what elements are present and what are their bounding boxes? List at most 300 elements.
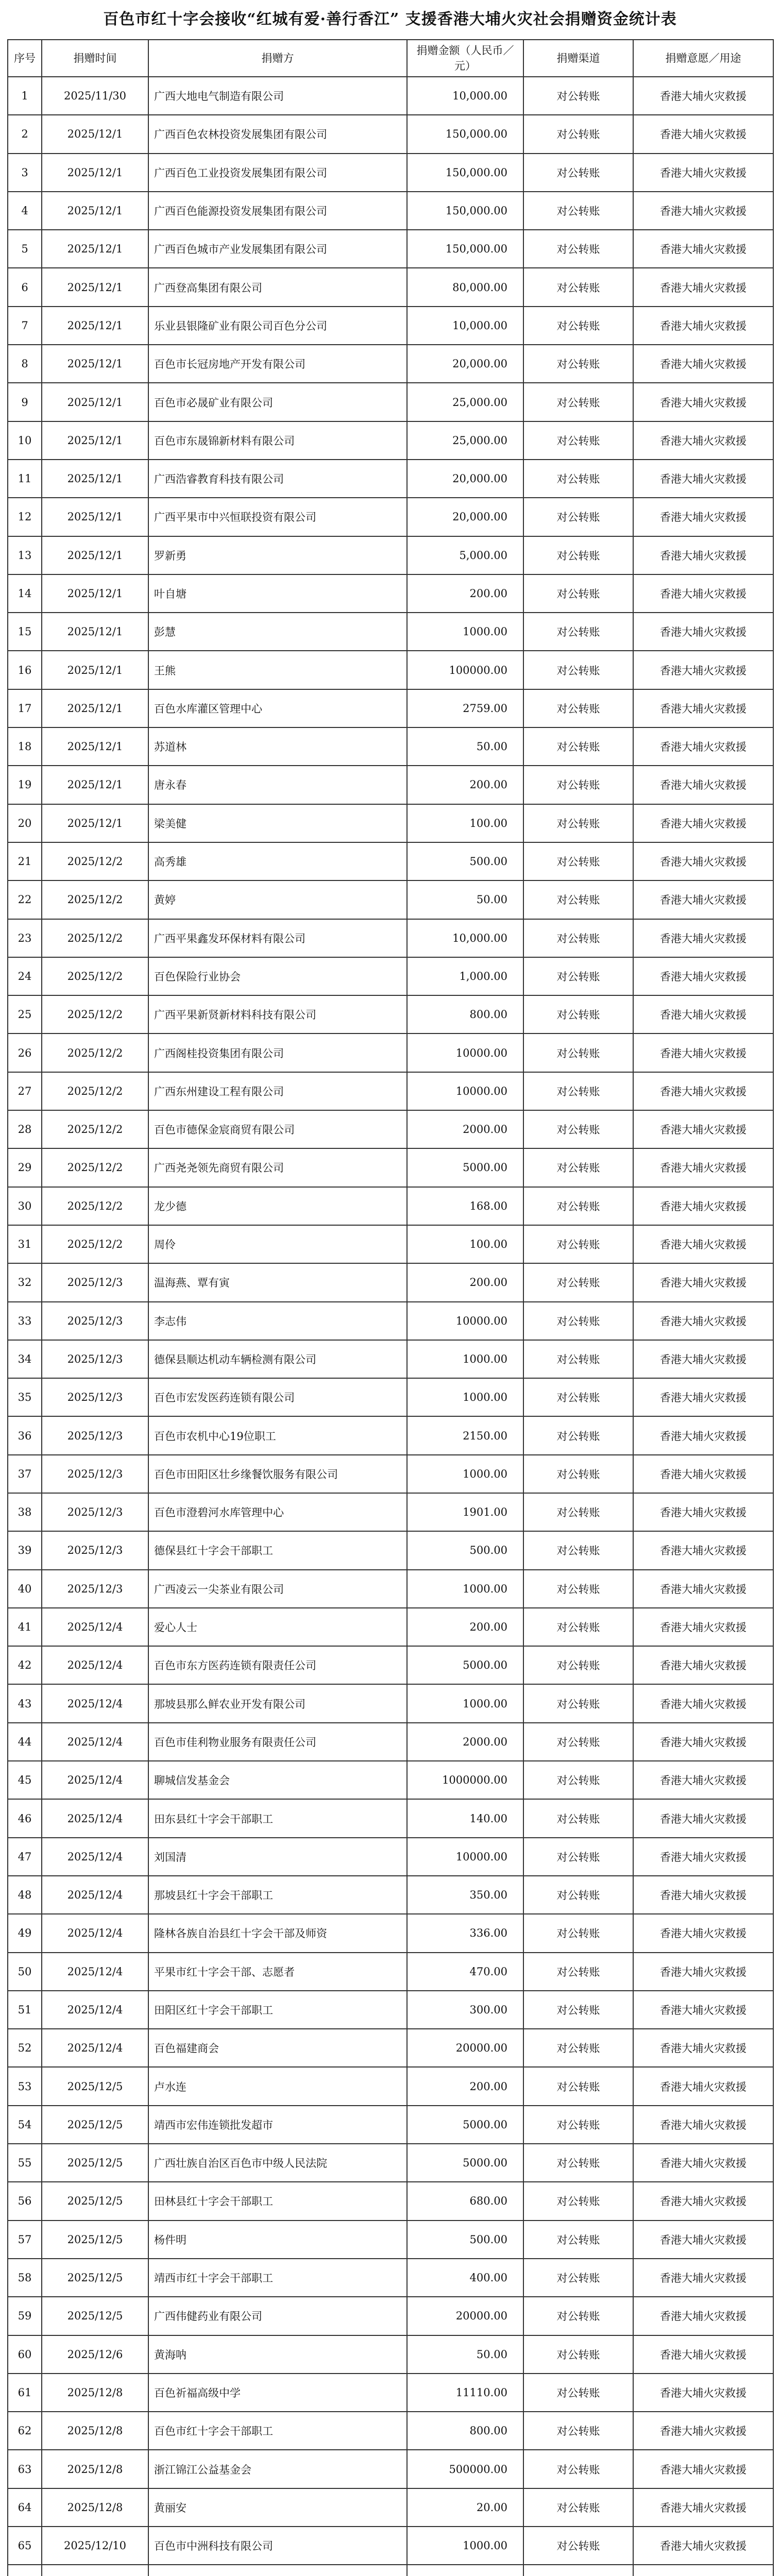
donation-channel: 对公转账 — [523, 77, 633, 115]
donor-name: 杨件明 — [148, 2221, 407, 2259]
table-row — [8, 383, 773, 421]
donation-channel: 对公转账 — [523, 1072, 633, 1110]
donation-date: 2025/12/4 — [42, 1761, 148, 1799]
donation-purpose: 香港大埔火灾救援 — [633, 2335, 773, 2374]
table-row — [8, 345, 773, 383]
donor-name: 广西百色能源投资发展集团有限公司 — [148, 192, 407, 230]
donation-amount: 300.00 — [407, 1991, 523, 2029]
donation-channel: 对公转账 — [523, 880, 633, 919]
donation-amount: 5000.00 — [407, 1148, 523, 1187]
donor-name: 广西壮族自治区百色市中级人民法院 — [148, 2144, 407, 2182]
donation-amount: 1000.00 — [407, 1570, 523, 1608]
donor-name: 平果市红十字会干部、志愿者 — [148, 1953, 407, 1991]
table-row — [8, 2335, 773, 2374]
donation-purpose: 香港大埔火灾救援 — [633, 1072, 773, 1110]
donation-date: 2025/12/2 — [42, 1072, 148, 1110]
donation-amount: 500.00 — [407, 2221, 523, 2259]
donation-channel: 对公转账 — [523, 1033, 633, 1072]
donation-channel: 对公转账 — [523, 919, 633, 957]
donation-channel: 对公转账 — [523, 2297, 633, 2335]
donation-purpose: 香港大埔火灾救援 — [633, 2106, 773, 2144]
donation-purpose: 香港大埔火灾救援 — [633, 1991, 773, 2029]
donor-name: 百色市红十字会干部职工 — [148, 2412, 407, 2450]
donation-date: 2025/12/4 — [42, 1723, 148, 1761]
donation-amount: 150,000.00 — [407, 230, 523, 268]
table-row — [8, 1263, 773, 1301]
donation-purpose: 香港大埔火灾救援 — [633, 1761, 773, 1799]
donation-purpose: 香港大埔火灾救援 — [633, 1416, 773, 1454]
donor-name: 百色市东方医药连锁有限责任公司 — [148, 1646, 407, 1684]
donation-amount: 10,000.00 — [407, 919, 523, 957]
donation-amount: 500.00 — [407, 1531, 523, 1569]
donation-channel: 对公转账 — [523, 1148, 633, 1187]
donation-channel: 对公转账 — [523, 154, 633, 192]
donation-date: 2025/12/5 — [42, 2144, 148, 2182]
donation-amount: 5,000.00 — [407, 536, 523, 574]
row-number: 1 — [8, 77, 42, 115]
donation-date: 2025/12/2 — [42, 957, 148, 995]
donation-channel: 对公转账 — [523, 804, 633, 842]
donation-purpose: 香港大埔火灾救援 — [633, 230, 773, 268]
table-row — [8, 574, 773, 613]
donor-name: 田阳区红十字会干部职工 — [148, 1991, 407, 2029]
table-row — [8, 1991, 773, 2029]
table-row — [8, 2374, 773, 2412]
donor-name: 卢水连 — [148, 2067, 407, 2105]
donor-name: 百色市东晟锦新材料有限公司 — [148, 421, 407, 460]
donor-name: 田东县红十字会干部职工 — [148, 1799, 407, 1837]
donation-amount: 10000.00 — [407, 1838, 523, 1876]
donation-date: 2025/12/2 — [42, 1187, 148, 1225]
table-row — [8, 1723, 773, 1761]
donation-amount: 2000.00 — [407, 1110, 523, 1148]
row-number: 60 — [8, 2335, 42, 2374]
column-header-donor: 捐赠方 — [148, 40, 407, 77]
donation-amount: 1901.00 — [407, 1493, 523, 1531]
row-number: 61 — [8, 2374, 42, 2412]
table-row — [8, 2412, 773, 2450]
donation-date: 2025/12/4 — [42, 1646, 148, 1684]
donation-date: 2025/12/8 — [42, 2412, 148, 2450]
donation-purpose: 香港大埔火灾救援 — [633, 804, 773, 842]
donor-name: 百色市必晟矿业有限公司 — [148, 383, 407, 421]
donation-channel: 对公转账 — [523, 2029, 633, 2067]
donation-date: 2025/12/4 — [42, 1608, 148, 1646]
donation-date: 2025/12/3 — [42, 1455, 148, 1493]
donor-name: 广西浩睿教育科技有限公司 — [148, 460, 407, 498]
table-row — [8, 689, 773, 727]
row-number: 39 — [8, 1531, 42, 1569]
row-number: 33 — [8, 1302, 42, 1340]
donation-channel: 对公转账 — [523, 1340, 633, 1378]
donation-purpose: 香港大埔火灾救援 — [633, 574, 773, 613]
donation-purpose: 香港大埔火灾救援 — [633, 2221, 773, 2259]
donation-channel: 对公转账 — [523, 1723, 633, 1761]
row-number: 58 — [8, 2259, 42, 2297]
table-row — [8, 1838, 773, 1876]
donation-amount: 200.00 — [407, 1608, 523, 1646]
table-row — [8, 2259, 773, 2297]
donation-purpose: 香港大埔火灾救援 — [633, 2374, 773, 2412]
row-number: 30 — [8, 1187, 42, 1225]
donation-date: 2025/12/1 — [42, 766, 148, 804]
donation-channel: 对公转账 — [523, 1455, 633, 1493]
donation-date: 2025/12/1 — [42, 230, 148, 268]
donation-amount: 150,000.00 — [407, 154, 523, 192]
donor-name: 广西尧尧领先商贸有限公司 — [148, 1148, 407, 1187]
table-row — [8, 1914, 773, 1952]
donation-date: 2025/12/1 — [42, 383, 148, 421]
donation-amount: 200.00 — [407, 1263, 523, 1301]
row-number: 43 — [8, 1684, 42, 1722]
donation-channel: 对公转账 — [523, 1531, 633, 1569]
donor-name: 田林县红十字会干部职工 — [148, 2182, 407, 2220]
donation-date — [42, 2565, 148, 2576]
donation-purpose: 香港大埔火灾救援 — [633, 1646, 773, 1684]
donor-name: 周伶 — [148, 1225, 407, 1263]
row-number: 56 — [8, 2182, 42, 2220]
donation-date: 2025/12/3 — [42, 1302, 148, 1340]
donation-amount: 10000.00 — [407, 1033, 523, 1072]
row-number: 10 — [8, 421, 42, 460]
donation-channel: 对公转账 — [523, 574, 633, 613]
row-number: 52 — [8, 2029, 42, 2067]
donor-name: 广西伟健药业有限公司 — [148, 2297, 407, 2335]
donation-amount: 150,000.00 — [407, 192, 523, 230]
donor-name: 龙少德 — [148, 1187, 407, 1225]
donation-purpose: 香港大埔火灾救援 — [633, 2450, 773, 2488]
donation-amount: 1,000.00 — [407, 957, 523, 995]
table-row — [8, 421, 773, 460]
donation-purpose: 香港大埔火灾救援 — [633, 957, 773, 995]
donation-channel: 对公转账 — [523, 1110, 633, 1148]
table-row — [8, 1340, 773, 1378]
donation-amount: 1000.00 — [407, 1455, 523, 1493]
donation-purpose: 香港大埔火灾救援 — [633, 536, 773, 574]
donation-date: 2025/12/8 — [42, 2450, 148, 2488]
row-number: 17 — [8, 689, 42, 727]
row-number: 34 — [8, 1340, 42, 1378]
row-number: 24 — [8, 957, 42, 995]
table-row — [8, 2450, 773, 2488]
donation-date: 2025/12/3 — [42, 1378, 148, 1416]
donation-amount: 470.00 — [407, 1953, 523, 1991]
donation-channel: 对公转账 — [523, 2221, 633, 2259]
donation-purpose: 香港大埔火灾救援 — [633, 2297, 773, 2335]
donor-name: 李志伟 — [148, 1302, 407, 1340]
donation-purpose: 香港大埔火灾救援 — [633, 1531, 773, 1569]
donor-name: 广西百色城市产业发展集团有限公司 — [148, 230, 407, 268]
row-number: 14 — [8, 574, 42, 613]
column-header-no: 序号 — [8, 40, 42, 77]
donation-purpose: 香港大埔火灾救援 — [633, 1876, 773, 1914]
donor-name: 百色保险行业协会 — [148, 957, 407, 995]
donation-purpose: 香港大埔火灾救援 — [633, 2527, 773, 2565]
row-number: 59 — [8, 2297, 42, 2335]
donation-channel: 对公转账 — [523, 1646, 633, 1684]
donation-purpose: 香港大埔火灾救援 — [633, 2412, 773, 2450]
donation-purpose: 香港大埔火灾救援 — [633, 613, 773, 651]
donation-date: 2025/12/8 — [42, 2488, 148, 2527]
donation-purpose: 香港大埔火灾救援 — [633, 1263, 773, 1301]
donation-date: 2025/12/5 — [42, 2259, 148, 2297]
donation-date: 2025/12/1 — [42, 115, 148, 153]
donation-purpose: 香港大埔火灾救援 — [633, 1723, 773, 1761]
donation-amount: 50.00 — [407, 727, 523, 766]
donation-purpose: 香港大埔火灾救援 — [633, 842, 773, 880]
row-number: 46 — [8, 1799, 42, 1837]
table-row — [8, 1570, 773, 1608]
donor-name: 百色市澄碧河水库管理中心 — [148, 1493, 407, 1531]
donation-channel: 对公转账 — [523, 498, 633, 536]
donation-amount: 20000.00 — [407, 2297, 523, 2335]
donation-date: 2025/12/2 — [42, 1033, 148, 1072]
donation-purpose: 香港大埔火灾救援 — [633, 154, 773, 192]
table-row — [8, 1225, 773, 1263]
donation-purpose: 香港大埔火灾救援 — [633, 383, 773, 421]
donor-name: 黄海呐 — [148, 2335, 407, 2374]
donor-name: 广西平果鑫发环保材料有限公司 — [148, 919, 407, 957]
donation-amount: 5000.00 — [407, 2144, 523, 2182]
donation-channel: 对公转账 — [523, 115, 633, 153]
donation-date: 2025/12/4 — [42, 1684, 148, 1722]
donation-date: 2025/12/3 — [42, 1493, 148, 1531]
row-number: 19 — [8, 766, 42, 804]
row-number: 57 — [8, 2221, 42, 2259]
donation-channel: 对公转账 — [523, 1416, 633, 1454]
donation-date: 2025/12/5 — [42, 2221, 148, 2259]
donor-name: 百色水库灌区管理中心 — [148, 689, 407, 727]
donation-amount: 20,000.00 — [407, 460, 523, 498]
donation-amount: 168.00 — [407, 1187, 523, 1225]
donor-name: 那坡县红十字会干部职工 — [148, 1876, 407, 1914]
donation-amount: 200.00 — [407, 2067, 523, 2105]
row-number: 35 — [8, 1378, 42, 1416]
donation-channel: 对公转账 — [523, 1302, 633, 1340]
donation-amount: 10,000.00 — [407, 307, 523, 345]
donation-date: 2025/12/2 — [42, 1225, 148, 1263]
donation-date: 2025/12/4 — [42, 1914, 148, 1952]
donation-channel: 对公转账 — [523, 651, 633, 689]
table-row — [8, 766, 773, 804]
donation-purpose: 香港大埔火灾救援 — [633, 1378, 773, 1416]
donor-name: 百色市佳利物业服务有限责任公司 — [148, 1723, 407, 1761]
donation-amount: 80,000.00 — [407, 268, 523, 306]
donation-date: 2025/12/3 — [42, 1263, 148, 1301]
donor-name: 彭慧 — [148, 613, 407, 651]
donation-date: 2025/12/5 — [42, 2297, 148, 2335]
row-number: 18 — [8, 727, 42, 766]
row-number: 38 — [8, 1493, 42, 1531]
row-number: 53 — [8, 2067, 42, 2105]
donation-amount: 500000.00 — [407, 2450, 523, 2488]
donation-purpose: 香港大埔火灾救援 — [633, 1953, 773, 1991]
donation-date: 2025/12/2 — [42, 919, 148, 957]
table-row — [8, 1033, 773, 1072]
donation-purpose: 香港大埔火灾救援 — [633, 1302, 773, 1340]
donation-amount: 20.00 — [407, 2488, 523, 2527]
row-number: 12 — [8, 498, 42, 536]
donation-purpose: 香港大埔火灾救援 — [633, 651, 773, 689]
donation-date: 2025/12/5 — [42, 2182, 148, 2220]
donation-date: 2025/12/1 — [42, 651, 148, 689]
donation-amount: 5000.00 — [407, 1646, 523, 1684]
donation-channel: 对公转账 — [523, 1953, 633, 1991]
row-number: 27 — [8, 1072, 42, 1110]
donation-purpose: 香港大埔火灾救援 — [633, 498, 773, 536]
donation-date: 2025/11/30 — [42, 77, 148, 115]
donation-purpose: 香港大埔火灾救援 — [633, 2029, 773, 2067]
donor-name: 苏道林 — [148, 727, 407, 766]
donation-channel: 对公转账 — [523, 613, 633, 651]
row-number: 65 — [8, 2527, 42, 2565]
donation-purpose: 香港大埔火灾救援 — [633, 766, 773, 804]
donation-purpose: 香港大埔火灾救援 — [633, 1570, 773, 1608]
donation-purpose: 香港大埔火灾救援 — [633, 1033, 773, 1072]
row-number: 63 — [8, 2450, 42, 2488]
donation-channel: 对公转账 — [523, 536, 633, 574]
table-row — [8, 842, 773, 880]
row-number: 7 — [8, 307, 42, 345]
donation-amount: 20,000.00 — [407, 498, 523, 536]
table-row — [8, 2144, 773, 2182]
table-row — [8, 268, 773, 306]
donation-channel: 对公转账 — [523, 2335, 633, 2374]
donor-name: 广西阁桂投资集团有限公司 — [148, 1033, 407, 1072]
donation-amount: 1000000.00 — [407, 1761, 523, 1799]
donation-amount: 1000.00 — [407, 613, 523, 651]
donation-amount — [407, 2565, 523, 2576]
donation-purpose — [633, 2565, 773, 2576]
donation-channel: 对公转账 — [523, 727, 633, 766]
table-row — [8, 613, 773, 651]
column-header-amount: 捐赠金额（人民币／元） — [407, 40, 523, 77]
row-number: 28 — [8, 1110, 42, 1148]
donation-purpose: 香港大埔火灾救援 — [633, 689, 773, 727]
donor-name: 广西大地电气制造有限公司 — [148, 77, 407, 115]
donation-channel: 对公转账 — [523, 345, 633, 383]
table-row — [8, 460, 773, 498]
donation-amount: 25,000.00 — [407, 421, 523, 460]
donor-name: 爱心人士 — [148, 1608, 407, 1646]
donation-channel: 对公转账 — [523, 1799, 633, 1837]
donation-amount: 500.00 — [407, 842, 523, 880]
donation-channel: 对公转账 — [523, 766, 633, 804]
donation-date: 2025/12/1 — [42, 689, 148, 727]
donation-date: 2025/12/2 — [42, 995, 148, 1033]
row-number: 48 — [8, 1876, 42, 1914]
donor-name: 百色市中洲科技有限公司 — [148, 2527, 407, 2565]
donor-name: 广西登高集团有限公司 — [148, 268, 407, 306]
row-number: 47 — [8, 1838, 42, 1876]
donation-purpose: 香港大埔火灾救援 — [633, 2259, 773, 2297]
row-number: 26 — [8, 1033, 42, 1072]
donation-channel: 对公转账 — [523, 2527, 633, 2565]
row-number: 9 — [8, 383, 42, 421]
donation-purpose: 香港大埔火灾救援 — [633, 2067, 773, 2105]
donation-amount: 100000.00 — [407, 651, 523, 689]
row-number: 13 — [8, 536, 42, 574]
donor-name: 广西百色工业投资发展集团有限公司 — [148, 154, 407, 192]
donation-purpose: 香港大埔火灾救援 — [633, 1340, 773, 1378]
donation-channel: 对公转账 — [523, 2106, 633, 2144]
donation-amount: 10,000.00 — [407, 77, 523, 115]
donation-amount: 1000.00 — [407, 1684, 523, 1722]
donation-amount: 800.00 — [407, 2412, 523, 2450]
table-row — [8, 230, 773, 268]
row-number: 5 — [8, 230, 42, 268]
donation-purpose: 香港大埔火灾救援 — [633, 268, 773, 306]
donation-amount: 10000.00 — [407, 1072, 523, 1110]
donation-date: 2025/12/5 — [42, 2067, 148, 2105]
table-row — [8, 1378, 773, 1416]
donor-name: 百色祈福高级中学 — [148, 2374, 407, 2412]
table-row — [8, 2182, 773, 2220]
row-number: 49 — [8, 1914, 42, 1952]
table-row — [8, 1416, 773, 1454]
donation-purpose: 香港大埔火灾救援 — [633, 1148, 773, 1187]
donation-amount: 50.00 — [407, 880, 523, 919]
row-number: 64 — [8, 2488, 42, 2527]
donation-channel: 对公转账 — [523, 2144, 633, 2182]
donor-name: 隆林各族自治县红十字会干部及师资 — [148, 1914, 407, 1952]
donation-date: 2025/12/5 — [42, 2106, 148, 2144]
table-row — [8, 1493, 773, 1531]
row-number: 25 — [8, 995, 42, 1033]
donation-date: 2025/12/3 — [42, 1531, 148, 1569]
donation-channel: 对公转账 — [523, 995, 633, 1033]
donation-date: 2025/12/1 — [42, 574, 148, 613]
table-row — [8, 2067, 773, 2105]
donor-name: 乐业县银隆矿业有限公司百色分公司 — [148, 307, 407, 345]
donation-channel: 对公转账 — [523, 2450, 633, 2488]
donation-amount: 100.00 — [407, 1225, 523, 1263]
row-number: 22 — [8, 880, 42, 919]
donor-name: 聊城信发基金会 — [148, 1761, 407, 1799]
table-row — [8, 1684, 773, 1722]
donation-channel: 对公转账 — [523, 2259, 633, 2297]
donation-purpose: 香港大埔火灾救援 — [633, 460, 773, 498]
table-row — [8, 880, 773, 919]
donor-name: 靖西市红十字会干部职工 — [148, 2259, 407, 2297]
table-row — [8, 154, 773, 192]
donation-table — [7, 39, 774, 2576]
table-row — [8, 957, 773, 995]
table-row — [8, 2488, 773, 2527]
table-row — [8, 1761, 773, 1799]
table-row — [8, 1110, 773, 1148]
donation-purpose: 香港大埔火灾救援 — [633, 995, 773, 1033]
donation-amount: 1000.00 — [407, 1340, 523, 1378]
row-number: 44 — [8, 1723, 42, 1761]
donor-name: 高秀雄 — [148, 842, 407, 880]
donation-amount: 5000.00 — [407, 2106, 523, 2144]
donation-amount: 2000.00 — [407, 1723, 523, 1761]
table-body — [8, 77, 773, 2576]
donation-date: 2025/12/2 — [42, 880, 148, 919]
donor-name: 百色市德保金宸商贸有限公司 — [148, 1110, 407, 1148]
donation-channel: 对公转账 — [523, 1684, 633, 1722]
donor-name: 百色市宏发医药连锁有限公司 — [148, 1378, 407, 1416]
donation-channel: 对公转账 — [523, 1991, 633, 2029]
donation-purpose: 香港大埔火灾救援 — [633, 192, 773, 230]
table-row — [8, 307, 773, 345]
donation-amount: 20,000.00 — [407, 345, 523, 383]
table-row — [8, 115, 773, 153]
donation-date: 2025/12/2 — [42, 1148, 148, 1187]
table-row — [8, 651, 773, 689]
donor-name: 广西平果市中兴恒联投资有限公司 — [148, 498, 407, 536]
